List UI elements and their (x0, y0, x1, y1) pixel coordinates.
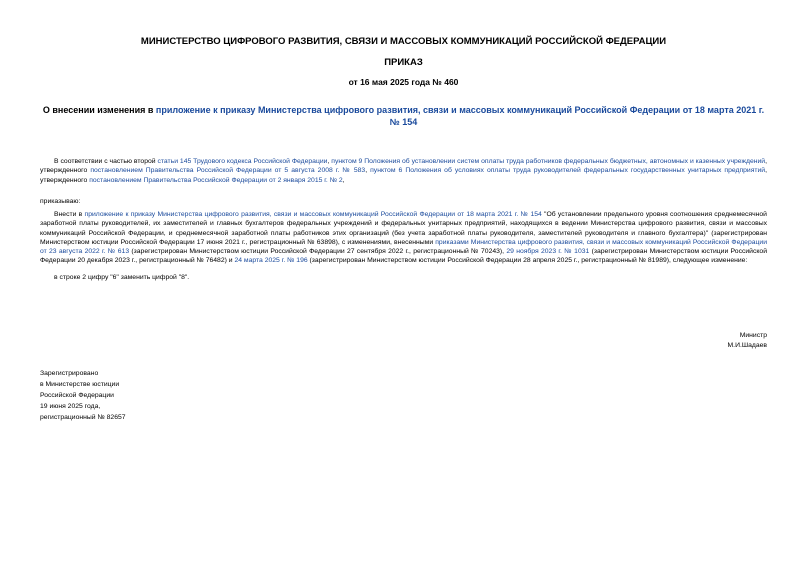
registration-line: Российской Федерации (40, 392, 114, 399)
change-paragraph: в строке 2 цифру "6" заменить цифрой "8". (54, 274, 190, 281)
preamble-text: , (365, 167, 371, 175)
order-1031-link[interactable]: 29 ноября 2023 г. № 1031 (506, 248, 590, 256)
preamble-text: , (327, 158, 332, 165)
regulation-9-link[interactable]: пунктом 9 Положения об установлении систем оплаты труда работников федеральных бюджетных, автономных и казенных учреждений (331, 158, 766, 165)
document-date: от 16 мая 2025 года № 460 (348, 77, 459, 87)
preamble-text: , (342, 176, 345, 184)
regulation-6-link[interactable]: пунктом 6 Положения об условиях оплаты труда руководителей федеральных государственных унитарных предприятий (370, 167, 766, 175)
preamble-text: , утвержденного (40, 167, 767, 184)
order-text: Внести в (54, 211, 85, 218)
document-type: ПРИКАЗ (384, 57, 423, 68)
registration-line: Зарегистрировано (40, 370, 99, 377)
subject-prefix: О внесении изменения в (42, 105, 156, 115)
order-613-link[interactable]: приказами Министерства цифрового развития, связи и массовых коммуникаций Российской Федерации от 23 августа 2022 г. № 613 (40, 238, 767, 256)
labor-code-link[interactable]: статьи 145 Трудового кодекса Российской Федерации (157, 158, 328, 165)
order-text: (зарегистрирован Министерством юстиции Российской Федерации 27 сентября 2022 г., регистрационный № 70243), (129, 248, 507, 256)
decree-583-link[interactable]: постановлением Правительства Российской Федерации от 5 августа 2008 г. № 583 (90, 167, 366, 175)
order-196-link[interactable]: 24 марта 2025 г. № 196 (234, 257, 308, 265)
preamble-text: В соответствии с частью второй (54, 158, 158, 165)
order-text: "Об установлении предельного уровня соотношения среднемесячной заработной платы руководителей, их заместителей и главных бухгалтеров федеральных учреждений и федеральных унитарных предприятий, находящихся в ведении Министерства цифрового развития, связи и массовых коммуникаций Российской Федерации, и среднемесячной заработной платы работников этих организаций (без учета заработной платы руководителя, заместителей руководителя и главного бухгалтера)" (зарегистрирован Министерством юстиции Российской Федерации 17 июня 2021 г., регистрационный № 63898), с изменениями, внесенными (40, 211, 767, 246)
order-text: (зарегистрирован Министерством юстиции Российской Федерации 28 апреля 2025 г., регистрационный № 81989), следующее изменение: (307, 257, 748, 265)
registration-line: в Министерстве юстиции (40, 381, 120, 388)
order-paragraph (40, 210, 767, 266)
registration-line: регистрационный № 82657 (40, 414, 126, 421)
preamble-paragraph (40, 157, 767, 185)
document-subject (40, 104, 767, 128)
ministry-title: МИНИСТЕРСТВО ЦИФРОВОГО РАЗВИТИЯ, СВЯЗИ И МАССОВЫХ КОММУНИКАЦИЙ РОССИЙСКОЙ ФЕДЕРАЦИИ (140, 36, 667, 47)
order-word: приказываю: (40, 198, 81, 205)
preamble-text: , утвержденного (40, 158, 767, 175)
subject-link[interactable]: приложение к приказу Министерства цифрового развития, связи и массовых коммуникаций Российской Федерации от 18 марта 2021 г. № 154 (155, 105, 765, 127)
registration-line: 19 июня 2025 года, (40, 403, 101, 410)
signatory-position: Министр (739, 332, 767, 339)
order-154-link[interactable]: приложение к приказу Министерства цифрового развития, связи и массовых коммуникаций Российской Федерации от 18 марта 2021 г. № 154 (84, 211, 542, 218)
decree-2-link[interactable]: постановлением Правительства Российской Федерации от 2 января 2015 г. № 2 (89, 176, 343, 184)
order-text: (зарегистрирован Министерством юстиции Российской Федерации 20 декабря 2023 г., регистрационный № 76482) и (40, 248, 767, 265)
signatory-name: М.И.Шадаев (727, 342, 767, 349)
